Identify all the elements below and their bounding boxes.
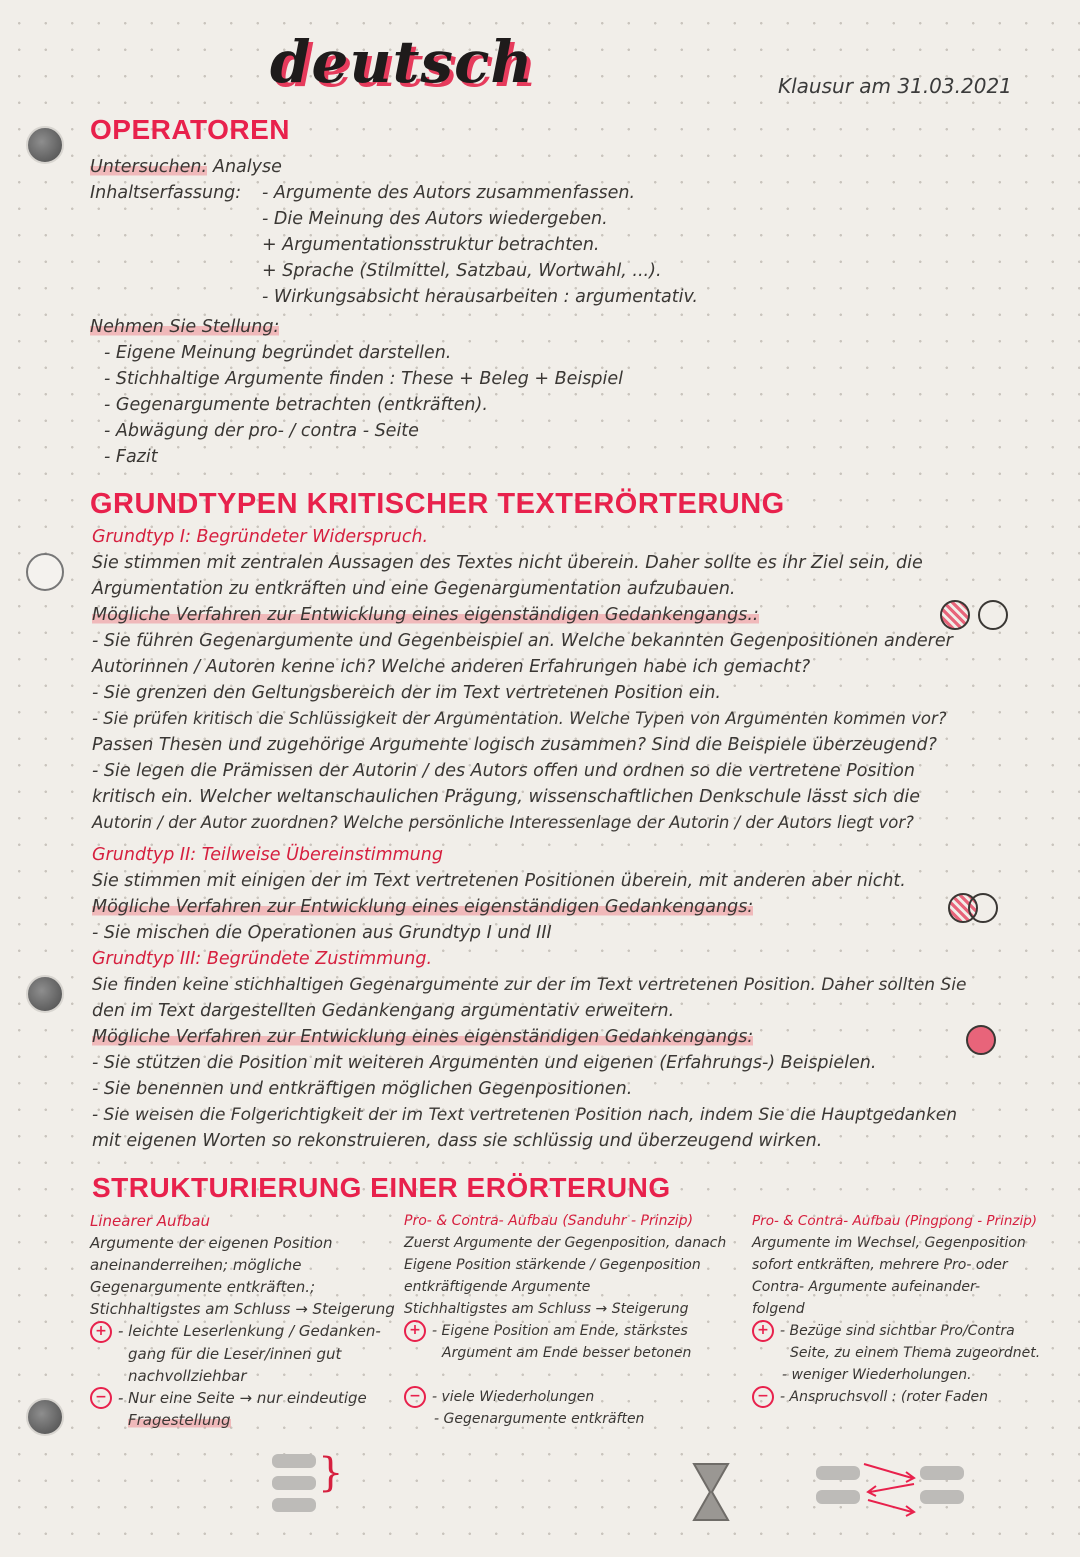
venn-disjoint-icon-a [940,600,970,630]
text-line: - Nur eine Seite → nur eindeutige [118,1388,367,1407]
text-line: entkräftigende Argumente [404,1279,591,1295]
list-item: - Abwägung der pro- / contra - Seite [104,421,419,441]
list-item: + Argumentationsstruktur betrachten. [262,235,600,255]
text-line: Stichhaltigstes am Schluss → Steigerung [404,1301,689,1317]
text-line: Stichhaltigstes am Schluss → Steigerung [90,1300,395,1318]
text-line: Eigene Position stärkende / Gegenposition [404,1257,701,1273]
stellung-term: Nehmen Sie Stellung: [90,317,280,337]
bar-icon [816,1466,860,1480]
grundtyp2-verfahren: Mögliche Verfahren zur Entwicklung eines eigenständigen Gedankengangs: [92,897,754,917]
list-item: Autorin / der Autor zuordnen? Welche persönliche Interessenlage der Autorin / der Autors liegt vor? [92,813,914,832]
text-line: sofort entkräften, mehrere Pro- oder [752,1257,1008,1273]
list-item: - Gegenargumente betrachten (entkräften). [104,395,488,415]
column-title: Pro- & Contra- Aufbau (Sanduhr - Prinzip) [404,1213,694,1229]
column-sanduhr [404,1210,744,1430]
plus-icon: + [752,1320,774,1342]
inhalt-list [262,180,698,310]
struktur-heading: STRUKTURIERUNG EINER ERÖRTERUNG [92,1172,671,1203]
list-item: - Die Meinung des Autors wiedergeben. [262,209,608,229]
list-item: - Sie führen Gegenargumente und Gegenbeispiel an. Welche bekannten Gegenpositionen anderer [92,631,953,651]
text-line: Seite, zu einem Thema zugeordnet. [790,1345,1041,1361]
untersuchen-term: Untersuchen: [90,157,208,177]
bar-icon [272,1454,316,1468]
stellung-list [104,340,623,470]
text-line: Argumente der eigenen Position [90,1234,333,1252]
list-item: - Eigene Meinung begründet darstellen. [104,343,452,363]
text-line: - Eigene Position am Ende, stärkstes [432,1323,688,1339]
column-linear [90,1210,395,1431]
column-pingpong [752,1210,1070,1408]
untersuchen-value: Analyse [212,157,282,177]
grundtyp2-title: Grundtyp II: Teilweise Übereinstimmung [92,845,443,865]
text-line: Sie stimmen mit einigen der im Text vertretenen Positionen überein, mit anderen aber nicht. [92,871,906,891]
list-item: Autorinnen / Autoren kenne ich? Welche anderen Erfahrungen habe ich gemacht? [92,657,811,677]
punch-hole-1 [26,126,64,164]
grundtyp3-text [92,972,966,1154]
text-line: nachvollziehbar [128,1366,247,1385]
text-line: - Gegenargumente entkräften [434,1411,645,1427]
minus-icon: − [90,1387,112,1409]
list-item: - Stichhaltige Argumente finden : These + Beleg + Beispiel [104,369,623,389]
minus-icon: − [752,1386,774,1408]
list-item: - Sie stützen die Position mit weiteren Argumenten und eigenen (Erfahrungs-) Beispielen. [92,1053,877,1073]
plus-icon: + [90,1321,112,1343]
pingpong-arrows-icon [862,1458,922,1518]
text-line: Gegenargumente entkräften.; [90,1278,316,1296]
text-line: Argument am Ende besser betonen [442,1345,692,1361]
text-line: - weniger Wiederholungen. [782,1367,972,1383]
grundtyp3-title: Grundtyp III: Begründete Zustimmung. [92,949,433,969]
bar-icon [272,1476,316,1490]
list-item: - Sie benennen und entkräftigen möglichen Gegenpositionen. [92,1079,633,1099]
text-line: Argumente im Wechsel, Gegenposition [752,1235,1026,1251]
bar-icon [272,1498,316,1512]
text-line: - viele Wiederholungen [432,1389,595,1405]
bar-icon [920,1490,964,1504]
grundtyp1-title: Grundtyp I: Begründeter Widerspruch. [92,527,429,547]
text-line: - leichte Leserlenkung / Gedanken- [118,1322,381,1340]
bar-icon [920,1466,964,1480]
list-item: Passen Thesen und zugehörige Argumente logisch zusammen? Sind die Beispiele überzeugend? [92,735,937,755]
inhalt-term: Inhaltserfassung: [90,183,242,203]
text-line: Argumentation zu entkräften und eine Gegenargumentation aufzubauen. [92,579,736,599]
list-item: - Wirkungsabsicht herausarbeiten : argumentativ. [262,287,698,307]
grundtyp2-text [92,868,906,946]
list-item: mit eigenen Worten so rekonstruieren, dass sie schlüssig und überzeugend wirken. [92,1131,823,1151]
brace-icon: } [318,1450,344,1496]
hourglass-icon [690,1462,732,1522]
venn-disjoint-icon-b [978,600,1008,630]
grundtyp3-verfahren: Mögliche Verfahren zur Entwicklung eines eigenständigen Gedankengangs: [92,1027,754,1047]
text-line: Fragestellung [128,1411,231,1429]
list-item: - Sie grenzen den Geltungsbereich der im Text vertretenen Position ein. [92,683,721,703]
grundtypen-heading: GRUNDTYPEN KRITISCHER TEXTERÖRTERUNG [90,488,785,520]
untersuchen-row [90,154,282,180]
text-line: den im Text dargestellten Gedankengang argumentativ erweitern. [92,1001,675,1021]
list-item: - Sie legen die Prämissen der Autorin / des Autors offen und ordnen so die vertretene Position [92,761,915,781]
venn-overlap-icon-b [968,893,998,923]
list-item: - Sie weisen die Folgerichtigkeit der im Text vertretenen Position nach, indem Sie die Hauptgedanken [92,1105,958,1125]
list-item: - Argumente des Autors zusammenfassen. [262,183,636,203]
text-line: gang für die Leser/innen gut [128,1344,342,1363]
text-line: - Anspruchsvoll : (roter Faden [780,1389,988,1405]
text-line: Sie stimmen mit zentralen Aussagen des Textes nicht überein. Daher sollte es ihr Ziel sein, die [92,553,923,573]
operatoren-heading: OPERATOREN [90,114,290,145]
bar-icon [816,1490,860,1504]
punch-hole-4 [26,1398,64,1436]
text-line: aneinanderreihen; mögliche [90,1256,302,1274]
plus-icon: + [404,1320,426,1342]
text-line: Sie finden keine stichhaltigen Gegenargumente zur der im Text vertretenen Position. Daher sollten Sie [92,975,967,995]
list-item: - Sie mischen die Operationen aus Grundtyp I und III [92,923,552,943]
punch-hole-2 [26,553,64,591]
text-line: - Bezüge sind sichtbar Pro/Contra [780,1323,1015,1339]
column-title: Pro- & Contra- Aufbau (Pingpong - Prinzip) [752,1213,1038,1229]
list-item: + Sprache (Stilmittel, Satzbau, Wortwahl, ...). [262,261,662,281]
text-line: Zuerst Argumente der Gegenposition, danach [404,1235,727,1251]
text-line: folgend [752,1301,805,1317]
list-item: - Fazit [104,447,158,467]
exam-date: Klausur am 31.03.2021 [778,74,1012,98]
grundtyp1-text [92,550,953,836]
page-title: deutsch [270,28,534,96]
text-line: Contra- Argumente aufeinander- [752,1279,981,1295]
punch-hole-3 [26,975,64,1013]
venn-full-icon [966,1025,996,1055]
minus-icon: − [404,1386,426,1408]
list-item: kritisch ein. Welcher weltanschaulichen Prägung, wissenschaftlichen Denkschule lässt sich die [92,787,920,807]
grundtyp1-verfahren: Mögliche Verfahren zur Entwicklung eines eigenständigen Gedankengangs.: [92,605,759,625]
list-item: - Sie prüfen kritisch die Schlüssigkeit der Argumentation. Welche Typen von Argumenten kommen vor? [92,709,947,728]
column-title: Linearer Aufbau [90,1212,211,1230]
